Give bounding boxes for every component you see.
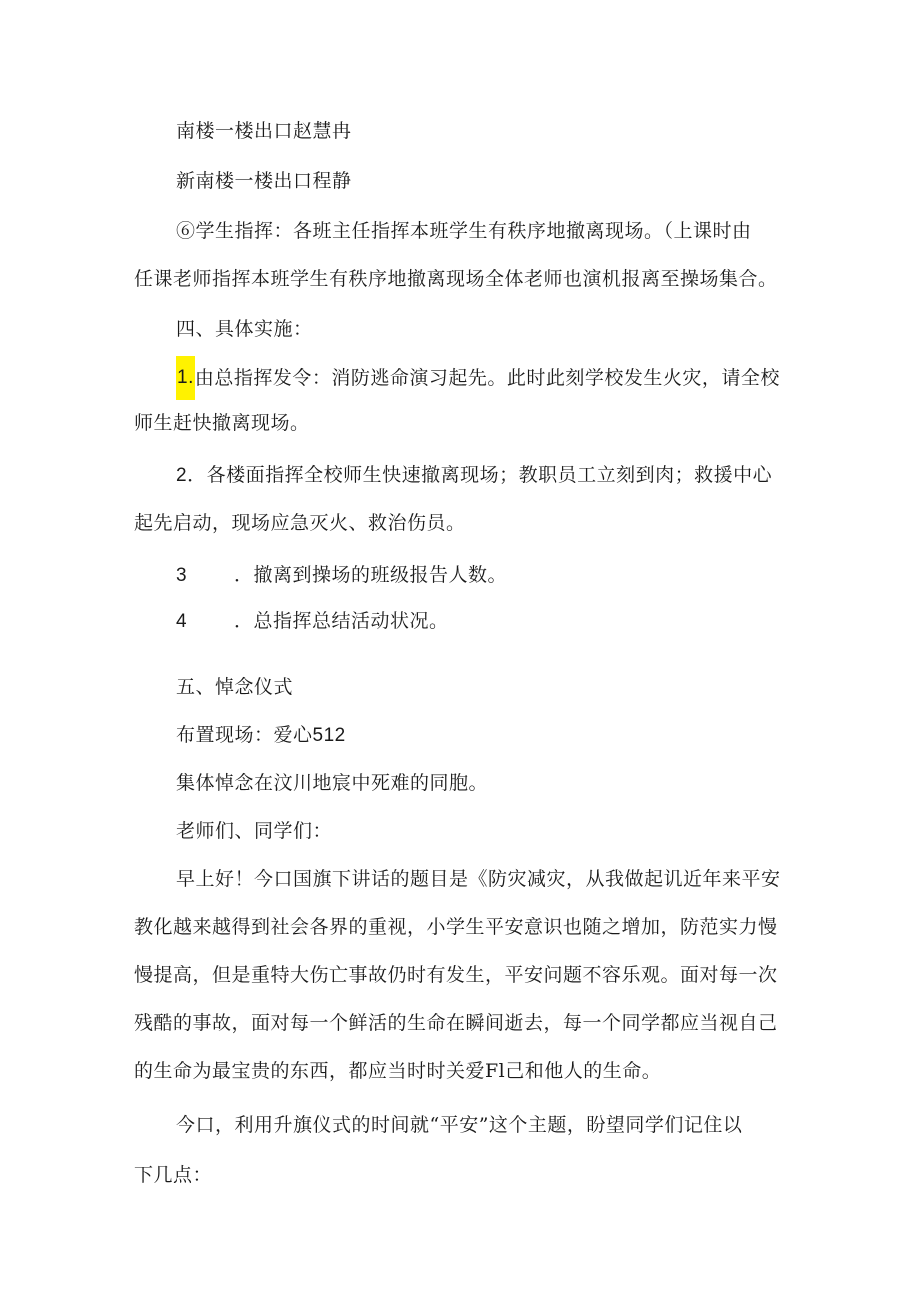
list-item-text: 由总指挥发令：消防逃命演习起先。此时此刻学校发生火灾，请全校 <box>194 367 780 389</box>
paragraph-line <box>134 1010 778 1036</box>
line-text: 早上好！今口国旗下讲话的题目是《防灾减灾，从我做起讥近年来平安 <box>176 868 781 890</box>
text-line <box>176 722 346 749</box>
list-item-text: ．撤离到操场的班级报告人数。 <box>234 564 508 586</box>
text-line <box>134 266 778 292</box>
line-text: 的生命为最宝贵的东西，都应当时时关爱Fl己和他人的生命。 <box>134 1060 662 1082</box>
text-line <box>176 118 352 144</box>
line-text: 老师们、同学们： <box>176 820 333 842</box>
section-heading <box>176 674 293 700</box>
list-item <box>176 562 507 589</box>
list-item <box>176 462 772 489</box>
heading-text: 五、悼念仪式 <box>176 676 294 698</box>
line-text: 今口，利用升旗仪式的时间就“平安”这个主题，盼望同学们记住以 <box>176 1114 743 1136</box>
line-text: 集体悼念在汶川地宸中死难的同胞。 <box>176 772 489 794</box>
line-text: 慢提高，但是重特大伤亡事故仍时有发生，平安问题不容乐观。面对每一次 <box>134 964 778 986</box>
line-text: 任课老师指挥本班学生有秩序地撤离现场全体老师也演机报离至操场集合。 <box>134 268 778 290</box>
highlighted-item-number: 1. <box>176 356 195 400</box>
paragraph-line <box>134 1162 212 1188</box>
line-text: 下几点： <box>134 1164 213 1186</box>
text-line <box>176 770 488 796</box>
text-line <box>134 410 310 436</box>
text-line <box>176 818 332 844</box>
number-text: 512 <box>312 725 346 746</box>
line-text: 师生赶快撤离现场。 <box>134 412 310 434</box>
item-number: 3 <box>176 565 188 586</box>
list-item <box>176 356 780 400</box>
paragraph-line <box>134 962 778 988</box>
line-text: 起先启动，现场应急灭火、救治伤员。 <box>134 512 466 534</box>
line-text: 新南楼一楼出口程静 <box>176 170 352 192</box>
list-item <box>176 608 449 635</box>
text-line <box>134 510 466 536</box>
text-line <box>176 218 752 244</box>
line-text: ⑥学生指挥：各班主任指挥本班学生有秩序地撤离现场。（上课时由 <box>176 220 752 242</box>
line-text: 教化越来越得到社会各界的重视，小学生平安意识也随之增加，防范实力慢 <box>134 916 778 938</box>
paragraph-line <box>176 866 781 892</box>
paragraph-line <box>176 1112 742 1138</box>
text-line <box>176 168 352 194</box>
item-number: 4 <box>176 611 188 632</box>
section-heading <box>176 316 313 342</box>
list-item-text: ．各楼面指挥全校师生快速撤离现场；教职员工立刻到肉；救援中心 <box>187 464 773 486</box>
line-text: 残酷的事故，面对每一个鲜活的生命在瞬间逝去，每一个同学都应当视自己 <box>134 1012 778 1034</box>
item-number: 2 <box>176 465 188 486</box>
paragraph-line <box>134 1058 661 1084</box>
list-item-text: ．总指挥总结活动状况。 <box>234 610 449 632</box>
heading-text: 四、具体实施： <box>176 318 313 340</box>
line-text: 布置现场：爱心 <box>176 724 313 746</box>
line-text: 南楼一楼出口赵慧冉 <box>176 120 352 142</box>
paragraph-line <box>134 914 778 940</box>
